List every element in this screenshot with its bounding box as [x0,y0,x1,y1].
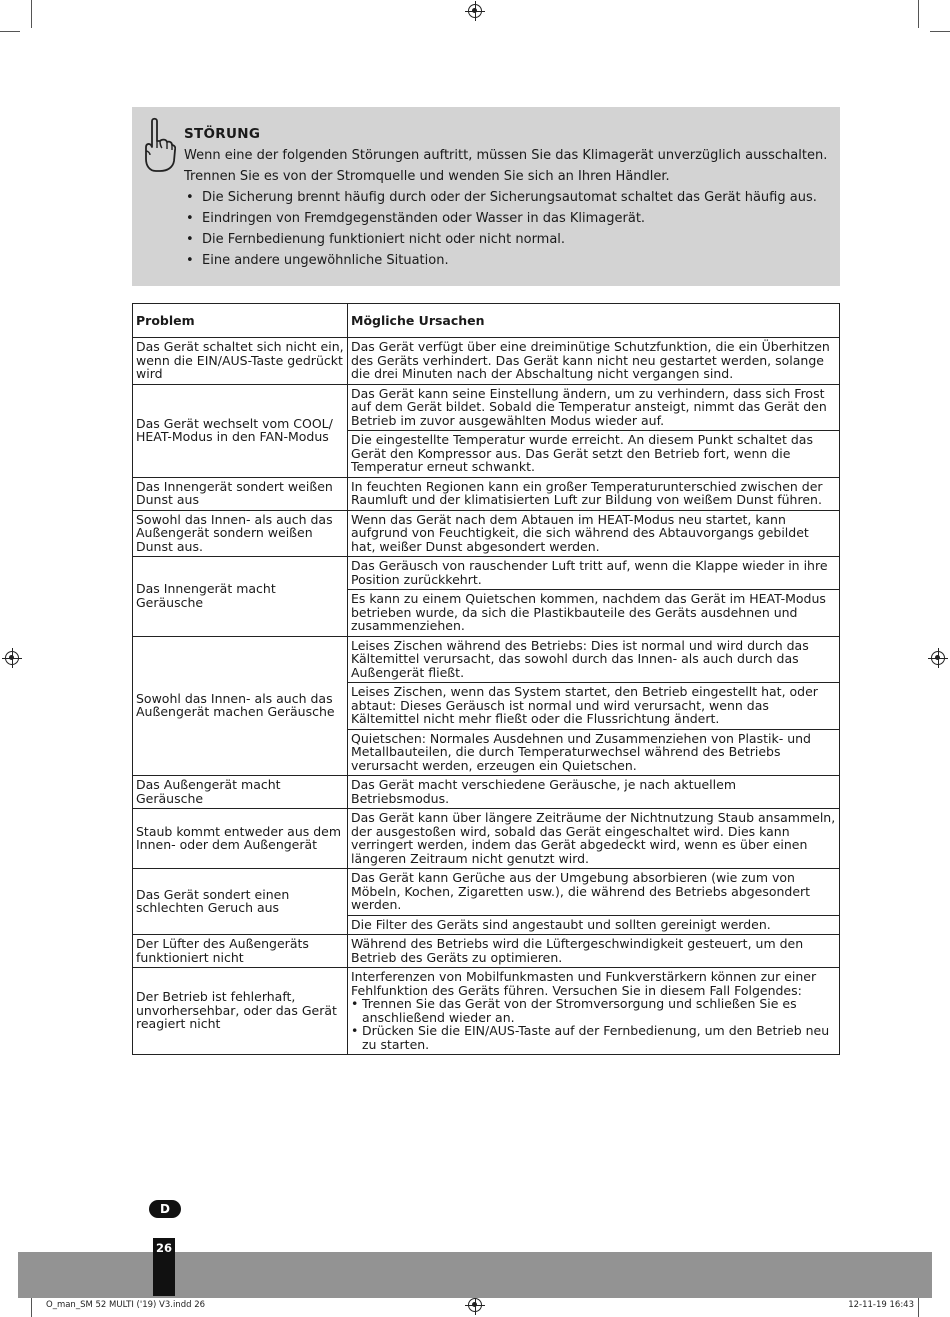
table-row [133,935,840,968]
table-row [133,477,840,510]
cause-cell: Leises Zischen, wenn das System startet, den Betrieb eingestellt hat, oder abtaut: Dieses Geräusch ist normal und wird verursacht, wenn das Kältemittel nicht mehr fließt oder die Flussrichtung ändert. [348,683,840,730]
column-header-problem: Problem [133,304,348,338]
cause-cell: Quietschen: Normales Ausdehnen und Zusammenziehen von Plastik- und Metallbauteilen, die durch Temperaturwechsel während des Betriebs verursacht werden, erzeugen ein Quietschen. [348,729,840,776]
warning-list-item: • Eine andere ungewöhnliche Situation. [184,250,834,271]
file-name: O_man_SM 52 MULTI ('19) V3.indd 26 [46,1300,206,1310]
cause-cell: In feuchten Regionen kann ein großer Temperaturunterschied zwischen der Raumluft und der klimatisierten Luft zur Bildung von weißem Dunst führen. [348,477,840,510]
registration-mark-icon [5,651,19,665]
cause-cell: Die Filter des Geräts sind angestaubt und sollten gereinigt werden. [348,915,840,935]
table-row [133,968,840,1055]
problem-cell: Sowohl das Innen- als auch das Außengerät machen Geräusche [133,636,348,776]
crop-mark [31,0,32,28]
registration-mark-icon [468,4,482,18]
cause-text: Interferenzen von Mobilfunkmasten und Funkverstärkern können zur einer Fehlfunktion des Geräts führen. Versuchen Sie in diesem Fall Folgendes: [351,969,817,998]
crop-mark [918,0,919,28]
warning-box [132,107,840,286]
warning-title: STÖRUNG [184,126,261,142]
cause-cell: Leises Zischen während des Betriebs: Dies ist normal und wird durch das Kältemittel verursacht, das sowohl durch das Innen- als auch durch das Außengerät fließt. [348,636,840,683]
warning-list [184,187,834,271]
warning-body [184,145,834,271]
problem-cell: Der Lüfter des Außengeräts funktioniert nicht [133,935,348,968]
cause-cell: Das Gerät verfügt über eine dreiminütige Schutzfunktion, die ein Überhitzen des Geräts verhindert. Das Gerät kann nicht neu gestartet werden, solange die drei Minuten nach der Abschaltung nicht vergangen sind. [348,338,840,385]
cause-bullet: • Drücken Sie die EIN/AUS-Taste auf der Fernbedienung, um den Betrieb neu zu starten. [351,1024,837,1051]
cause-cell: Während des Betriebs wird die Lüftergeschwindigkeit gesteuert, um den Betrieb des Geräts zu optimieren. [348,935,840,968]
table-row [133,510,840,557]
cause-cell: Das Gerät kann Gerüche aus der Umgebung absorbieren (wie zum von Möbeln, Kochen, Zigaretten usw.), die während des Betriebs abgesondert werden. [348,869,840,916]
troubleshooting-table [132,303,840,1055]
table-row [133,557,840,590]
table-row [133,636,840,683]
warning-list-item: • Eindringen von Fremdgegenständen oder Wasser in das Klimagerät. [184,208,834,229]
language-badge: D [149,1200,181,1218]
problem-cell: Das Außengerät macht Geräusche [133,776,348,809]
table-row [133,809,840,869]
warning-list-item: • Die Fernbedienung funktioniert nicht oder nicht normal. [184,229,834,250]
print-date-time: 12-11-19 16:43 [848,1300,914,1310]
problem-cell: Der Betrieb ist fehlerhaft, unvorhersehbar, oder das Gerät reagiert nicht [133,968,348,1055]
column-header-causes: Mögliche Ursachen [348,304,840,338]
problem-cell: Das Innengerät macht Geräusche [133,557,348,637]
problem-cell: Das Gerät sondert einen schlechten Geruch aus [133,869,348,935]
warning-intro: Wenn eine der folgenden Störungen auftritt, müssen Sie das Klimagerät unverzüglich ausschalten. Trennen Sie es von der Stromquelle und wenden Sie sich an Ihren Händler. [184,148,828,184]
cause-cell: Das Gerät kann seine Einstellung ändern, um zu verhindern, dass sich Frost auf dem Gerät bildet. Sobald die Temperatur ansteigt, nimmt das Gerät den Betrieb im zuvor ausgewählten Modus wieder auf. [348,384,840,431]
table-header-row [133,304,840,338]
warning-list-item: • Die Sicherung brennt häufig durch oder der Sicherungsautomat schaltet das Gerät häufig aus. [184,187,834,208]
problem-cell: Das Gerät schaltet sich nicht ein, wenn die EIN/AUS-Taste gedrückt wird [133,338,348,385]
page-number: 26 [153,1238,175,1296]
problem-cell: Das Gerät wechselt vom COOL/ HEAT-Modus in den FAN-Modus [133,384,348,477]
cause-cell: Das Gerät macht verschiedene Geräusche, je nach aktuellem Betriebsmodus. [348,776,840,809]
table-row [133,869,840,916]
problem-cell: Das Innengerät sondert weißen Dunst aus [133,477,348,510]
cause-cell: Das Geräusch von rauschender Luft tritt auf, wenn die Klappe wieder in ihre Position zurückkehrt. [348,557,840,590]
hand-pointing-up-icon [140,117,176,175]
cause-cell [348,968,840,1055]
table-row [133,384,840,431]
cause-cell: Das Gerät kann über längere Zeiträume der Nichtnutzung Staub ansammeln, der ausgestoßen wird, sobald das Gerät eingeschaltet wird. Dies kann verringert werden, indem das Gerät abgedeckt wird, wenn es über einen längeren Zeitraum nicht genutzt wird. [348,809,840,869]
crop-mark [930,31,950,32]
cause-bullet: • Trennen Sie das Gerät von der Stromversorgung und schließen Sie es anschließend wieder an. [351,997,837,1024]
crop-mark [0,31,20,32]
table-row [133,776,840,809]
table-row [133,338,840,385]
registration-mark-icon [931,651,945,665]
cause-cell: Die eingestellte Temperatur wurde erreicht. An diesem Punkt schaltet das Gerät den Kompressor aus. Das Gerät setzt den Betrieb fort, wenn die Temperatur erneut schwankt. [348,431,840,478]
cause-cell: Wenn das Gerät nach dem Abtauen im HEAT-Modus neu startet, kann aufgrund von Feuchtigkeit, die sich während des Abtauvorgangs gebildet hat, weißer Dunst abgesondert werden. [348,510,840,557]
registration-mark-icon [468,1298,482,1312]
problem-cell: Sowohl das Innen- als auch das Außengerät sondern weißen Dunst aus. [133,510,348,557]
cause-cell: Es kann zu einem Quietschen kommen, nachdem das Gerät im HEAT-Modus betrieben wurde, da sich die Plastikbauteile des Geräts ausdehnen und zusammenziehen. [348,590,840,637]
problem-cell: Staub kommt entweder aus dem Innen- oder dem Außengerät [133,809,348,869]
